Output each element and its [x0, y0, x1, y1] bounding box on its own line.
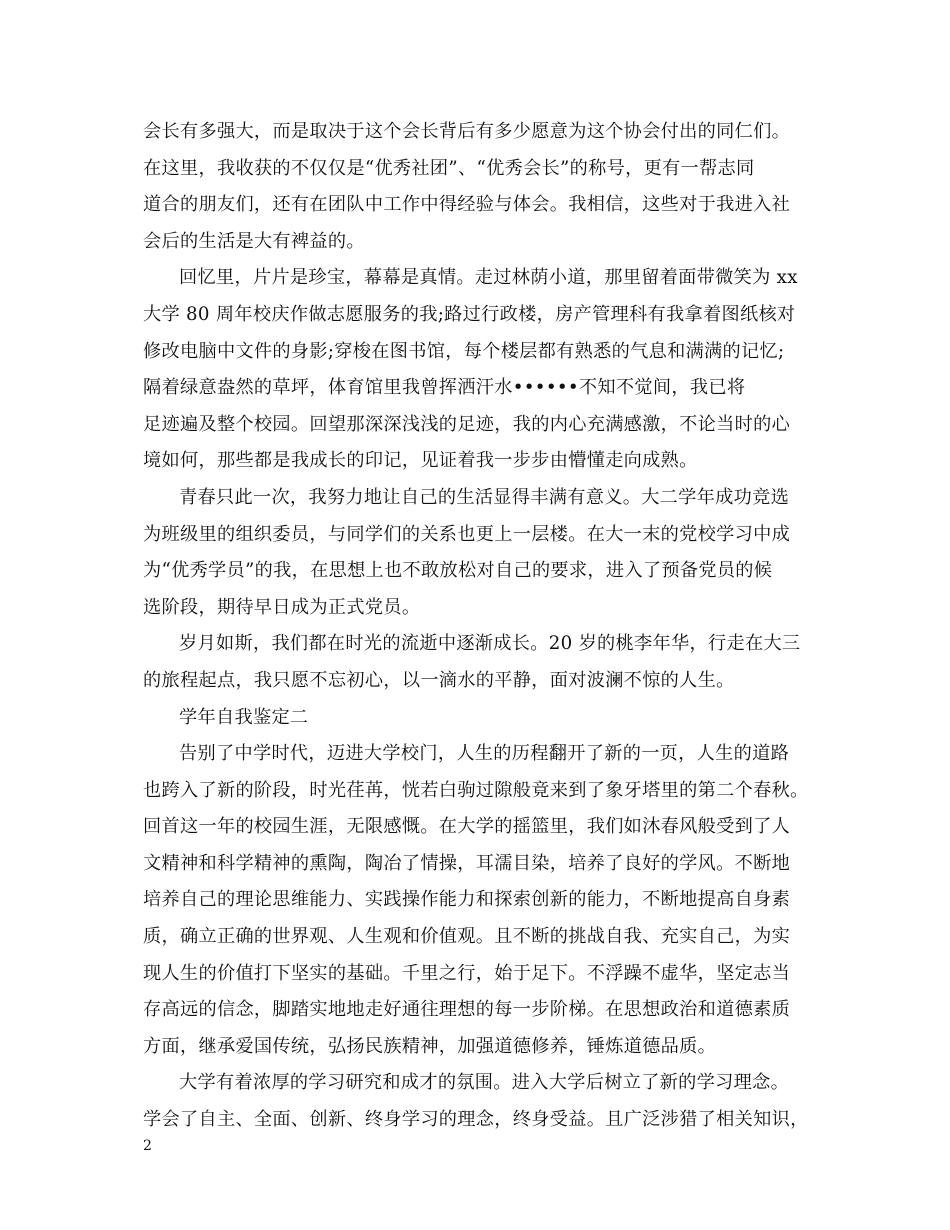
text-line: 回首这一年的校园生涯，无限感慨。在大学的摇篮里，我们如沐春风般受到了人: [143, 816, 791, 838]
text-line: 回忆里，片片是珍宝，幕幕是真情。走过林荫小道，那里留着面带微笑为 xx: [179, 267, 798, 289]
text-line: 会后的生活是大有裨益的。: [143, 230, 365, 252]
text-line: 选阶段，期待早日成为正式党员。: [143, 596, 421, 618]
text-line: 境如何，那些都是我成长的印记，见证着我一步步由懵懂走向成熟。: [143, 450, 698, 472]
text-line: 为“优秀学员”的我，在思想上也不敢放松对自己的要求，进入了预备党员的候: [143, 560, 773, 582]
text-line: 质，确立正确的世界观、人生观和价值观。且不断的挑战自我、充实自己，为实: [143, 926, 791, 948]
text-line: 会长有多强大，而是取决于这个会长背后有多少愿意为这个协会付出的同仁们。: [143, 121, 791, 142]
text-line: 也跨入了新的阶段，时光荏苒，恍若白驹过隙般竟来到了象牙塔里的第二个春秋。: [143, 779, 809, 801]
text-line: 大学 80 周年校庆作做志愿服务的我;路过行政楼，房产管理科有我拿着图纸核对: [143, 303, 796, 325]
page-number: 2: [143, 1138, 152, 1154]
text-line: 足迹遍及整个校园。回望那深深浅浅的足迹，我的内心充满感激，不论当时的心: [143, 413, 791, 435]
text-line: 学会了自主、全面、创新、终身学习的理念，终身受益。且广泛涉猎了相关知识，: [143, 1109, 809, 1131]
body-text: [143, 114, 823, 1139]
paragraph: [143, 736, 823, 1065]
text-line: 的旅程起点，我只愿不忘初心，以一滴水的平静，面对波澜不惊的人生。: [143, 669, 735, 691]
text-line: 岁月如斯，我们都在时光的流逝中逐渐成长。20 岁的桃李年华，行走在大三: [179, 633, 801, 655]
text-line: 学年自我鉴定二: [179, 706, 309, 728]
text-line: 修改电脑中文件的身影;穿梭在图书馆，每个楼层都有熟悉的气息和满满的记忆;: [143, 340, 785, 362]
paragraph: [143, 480, 823, 626]
text-line: 文精神和科学精神的熏陶，陶冶了情操，耳濡目染，培养了良好的学风。不断地: [143, 852, 791, 874]
text-line: 青春只此一次，我努力地让自己的生活显得丰满有意义。大二学年成功竞选: [179, 486, 790, 508]
text-line: 道合的朋友们，还有在团队中工作中得经验与体会。我相信，这些对于我进入社: [143, 194, 791, 216]
text-line: 现人生的价值打下坚实的基础。千里之行，始于足下。不浮躁不虚华，坚定志当: [143, 962, 791, 984]
text-line: 隔着绿意盎然的草坪，体育馆里我曾挥洒汗水••••••不知不觉间，我已将: [143, 377, 746, 399]
text-line: 培养自己的理论思维能力、实践操作能力和探索创新的能力，不断地提高自身素: [143, 889, 791, 911]
paragraph: [143, 700, 823, 737]
paragraph: [143, 1065, 823, 1138]
text-line: 在这里，我收获的不仅仅是“优秀社团”、“优秀会长”的称号，更有一帮志同: [143, 157, 755, 179]
text-line: 大学有着浓厚的学习研究和成才的氛围。进入大学后树立了新的学习理念。: [179, 1072, 790, 1094]
text-line: 方面，继承爱国传统，弘扬民族精神，加强道德修养，锤炼道德品质。: [143, 1035, 717, 1057]
paragraph: [143, 114, 823, 260]
paragraph: [143, 260, 823, 480]
paragraph: [143, 626, 823, 699]
text-line: 为班级里的组织委员，与同学们的关系也更上一层楼。在大一末的党校学习中成: [143, 523, 791, 545]
text-line: 告别了中学时代，迈进大学校门，人生的历程翻开了新的一页，人生的道路: [179, 743, 790, 765]
text-line: 存高远的信念，脚踏实地地走好通往理想的每一步阶梯。在思想政治和道德素质: [143, 999, 791, 1021]
